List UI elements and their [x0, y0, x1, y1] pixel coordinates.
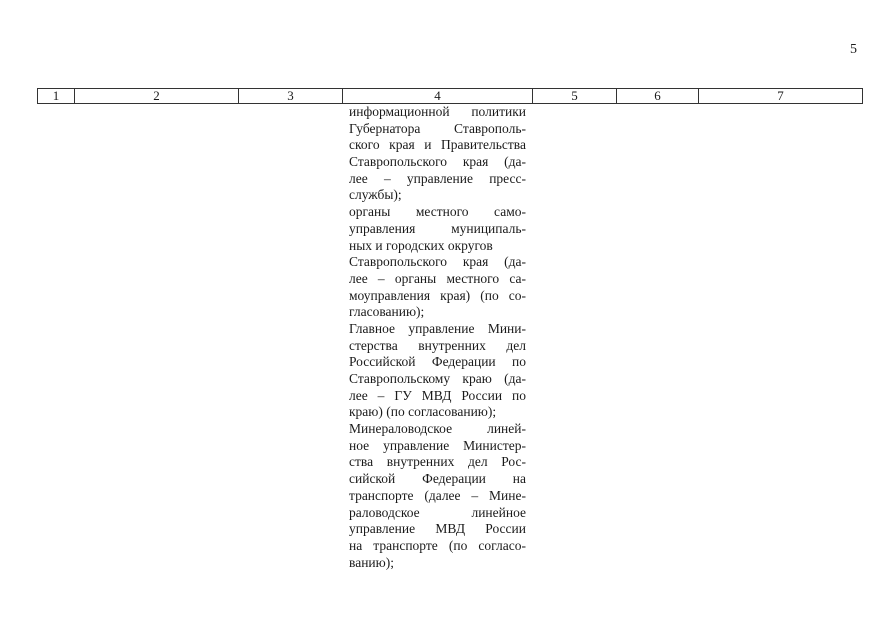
header-cell-6: 6: [617, 89, 699, 103]
column-4-line: службы);: [349, 187, 402, 203]
column-4-line: информационной политики: [349, 104, 526, 119]
column-4-line: Ставропольского края (да-: [349, 154, 526, 170]
header-cell-7: 7: [777, 88, 784, 103]
column-4-line: лее – управление пресс-: [349, 170, 526, 186]
column-4-line: сийской Федерации на: [349, 471, 526, 487]
column-4-line: на транспорте (по согласо-: [349, 537, 526, 553]
page-number: 5: [850, 42, 857, 57]
header-cell-3: 3: [239, 89, 343, 103]
column-4-line: ванию);: [349, 554, 394, 570]
column-4-line: транспорте (далее – Мине-: [349, 487, 526, 503]
column-4-line: управление МВД России: [349, 521, 526, 537]
column-4-line: лее – органы местного са-: [349, 270, 526, 286]
header-cell-4: 4: [343, 89, 533, 103]
column-4-line: органы местного само-: [349, 204, 526, 220]
table-header-row: [37, 88, 863, 104]
header-cell-5: 5: [533, 89, 617, 103]
header-cell-2: 2: [75, 89, 239, 103]
column-4-line: ное управление Министер-: [349, 437, 526, 453]
column-4-line: раловодское линейное: [349, 504, 526, 520]
column-4-line: ных и городских округов: [349, 237, 493, 253]
column-4-line: лее – ГУ МВД России по: [349, 387, 526, 403]
column-4-line: стерства внутренних дел: [349, 337, 526, 353]
column-4-line: Ставропольского края (да-: [349, 254, 526, 270]
column-4-line: ского края и Правительства: [349, 137, 526, 153]
column-4-line: управления муниципаль-: [349, 220, 526, 236]
column-4-line: краю) (по согласованию);: [349, 404, 497, 420]
column-4-line: Минераловодское линей-: [349, 421, 526, 437]
column-4-line: Главное управление Мини-: [349, 320, 526, 336]
column-4-line: моуправления края) (по со-: [349, 287, 526, 303]
column-4-line: Российской Федерации по: [349, 354, 526, 370]
column-4-text: [349, 104, 526, 571]
header-cell-1: 1: [38, 89, 75, 103]
column-4-line: ства внутренних дел Рос-: [349, 454, 526, 470]
column-4-line: гласованию);: [349, 304, 425, 320]
column-4-line: Губернатора Ставрополь-: [349, 120, 526, 136]
column-4-line: Ставропольскому краю (да-: [349, 371, 526, 386]
